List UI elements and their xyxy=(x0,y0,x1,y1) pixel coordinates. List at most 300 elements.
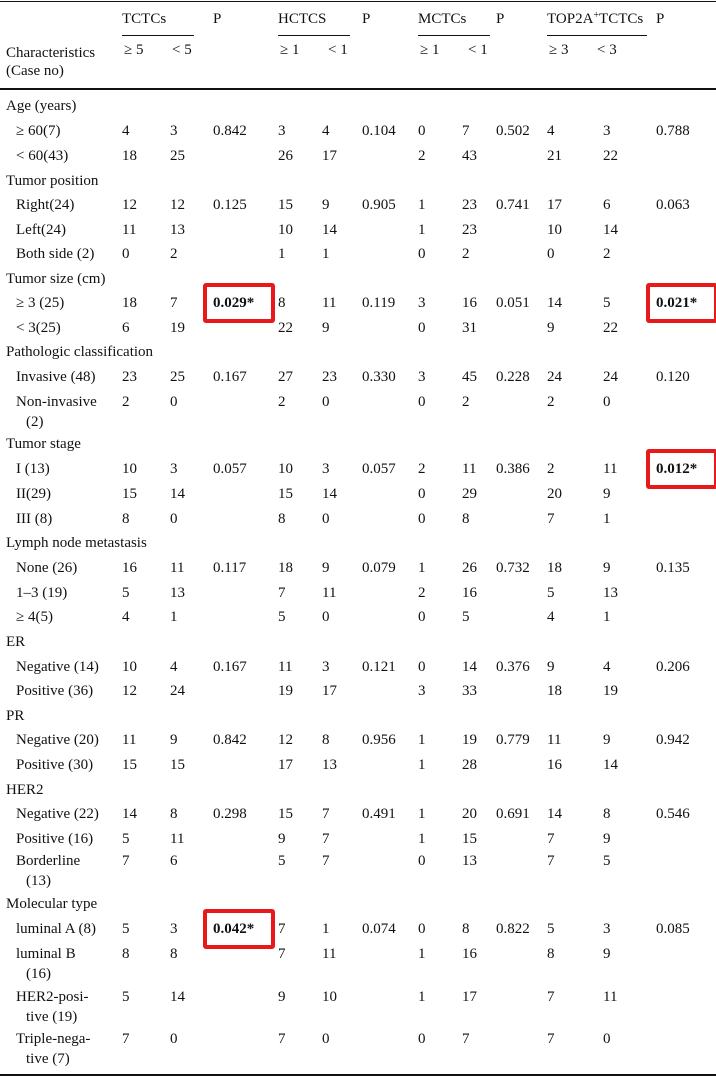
row-label: Right(24) xyxy=(16,197,75,213)
cell-value: 19 xyxy=(170,320,185,336)
cell-value: 4 xyxy=(170,659,178,675)
cell-value: 15 xyxy=(122,486,137,502)
cell-value: 13 xyxy=(170,222,185,238)
cell-value: 0.732 xyxy=(496,560,530,576)
cell-value: 3 xyxy=(170,461,178,477)
cell-value: 45 xyxy=(462,369,477,385)
cell-value: 0.691 xyxy=(496,806,530,822)
cell-value: 11 xyxy=(278,659,293,675)
cell-value: 14 xyxy=(547,295,562,311)
cell-value: 9 xyxy=(547,320,555,336)
cell-value: 16 xyxy=(122,560,137,576)
cell-value: 43 xyxy=(462,148,477,164)
row-label: luminal B xyxy=(16,946,76,962)
cell-value: 15 xyxy=(462,831,477,847)
cell-value: 24 xyxy=(547,369,562,385)
cell-value: 28 xyxy=(462,757,477,773)
cell-value: 27 xyxy=(278,369,293,385)
cell-value: 16 xyxy=(462,585,477,601)
header-group-name: HCTCS xyxy=(278,11,327,27)
cell-value: 2 xyxy=(418,148,426,164)
cell-value: 0.063 xyxy=(656,197,690,213)
row-label: (13) xyxy=(26,873,51,889)
cell-value: 13 xyxy=(322,757,337,773)
row-label: Left(24) xyxy=(16,222,66,238)
row-label: ≥ 3 (25) xyxy=(16,295,65,311)
cell-value: 18 xyxy=(547,560,562,576)
cell-value: 1 xyxy=(418,732,426,748)
cell-value: 4 xyxy=(547,609,555,625)
row-label: luminal A (8) xyxy=(16,921,96,937)
cell-value: 7 xyxy=(278,585,286,601)
cell-value: 0.502 xyxy=(496,123,530,139)
cell-value: 22 xyxy=(278,320,293,336)
cell-value: 9 xyxy=(278,989,286,1005)
cell-value: 0 xyxy=(418,394,426,410)
cell-value: 23 xyxy=(462,222,477,238)
cell-value: 0.120 xyxy=(656,369,690,385)
section-label: Pathologic classification xyxy=(6,344,154,360)
cell-value: 7 xyxy=(170,295,178,311)
cell-value: 0.135 xyxy=(656,560,690,576)
cell-value: 10 xyxy=(122,659,137,675)
cell-value: 0.085 xyxy=(656,921,690,937)
header-bottom-rule xyxy=(0,88,716,90)
cell-value: 20 xyxy=(547,486,562,502)
row-label: Positive (16) xyxy=(16,831,94,847)
cell-value: 1 xyxy=(322,921,330,937)
header-group-name: TOP2A+TCTCs xyxy=(547,10,644,27)
cell-value: 0 xyxy=(322,394,330,410)
p-value-significant: 0.029* xyxy=(213,295,255,311)
row-label: Negative (22) xyxy=(16,806,99,822)
row-label: Borderline xyxy=(16,853,81,869)
cell-value: 7 xyxy=(547,853,555,869)
cell-value: 4 xyxy=(322,123,330,139)
cell-value: 25 xyxy=(170,148,185,164)
cell-value: 8 xyxy=(122,511,130,527)
cell-value: 0.051 xyxy=(496,295,530,311)
cell-value: 0 xyxy=(170,511,178,527)
cell-value: 0 xyxy=(418,123,426,139)
cell-value: 0.074 xyxy=(362,921,396,937)
cell-value: 1 xyxy=(278,246,286,262)
cell-value: 14 xyxy=(603,757,618,773)
cell-value: 33 xyxy=(462,683,477,699)
cell-value: 8 xyxy=(462,921,470,937)
cell-value: 2 xyxy=(122,394,130,410)
cell-value: 11 xyxy=(322,946,337,962)
cell-value: 15 xyxy=(170,757,185,773)
cell-value: 22 xyxy=(603,148,618,164)
section-label: Tumor stage xyxy=(6,436,81,452)
cell-value: 4 xyxy=(122,609,130,625)
section-label: HER2 xyxy=(6,782,44,798)
cell-value: 9 xyxy=(322,197,330,213)
row-label: < 60(43) xyxy=(16,148,69,164)
row-label: Triple-nega- xyxy=(16,1031,91,1047)
cell-value: 2 xyxy=(547,394,555,410)
cell-value: 9 xyxy=(322,560,330,576)
cell-value: 18 xyxy=(278,560,293,576)
header-sub: ≥ 1 xyxy=(280,42,300,58)
cell-value: 7 xyxy=(278,921,286,937)
header-p: P xyxy=(362,11,371,27)
cell-value: 3 xyxy=(603,921,611,937)
cell-value: 7 xyxy=(322,806,330,822)
highlight-box xyxy=(646,283,716,323)
cell-value: 12 xyxy=(170,197,185,213)
cell-value: 0.298 xyxy=(213,806,247,822)
cell-value: 6 xyxy=(122,320,130,336)
cell-value: 1 xyxy=(418,989,426,1005)
cell-value: 15 xyxy=(278,806,293,822)
cell-value: 0 xyxy=(547,246,555,262)
cell-value: 3 xyxy=(418,369,426,385)
cell-value: 13 xyxy=(603,585,618,601)
row-label: III (8) xyxy=(16,511,53,527)
cell-value: 0.330 xyxy=(362,369,396,385)
header-group-name: TCTCs xyxy=(122,11,167,27)
cell-value: 0.206 xyxy=(656,659,690,675)
cell-value: 0 xyxy=(418,853,426,869)
cell-value: 6 xyxy=(603,197,611,213)
cell-value: 15 xyxy=(122,757,137,773)
cell-value: 24 xyxy=(603,369,618,385)
cell-value: 0.119 xyxy=(362,295,396,311)
header-sub: ≥ 3 xyxy=(549,42,569,58)
cell-value: 26 xyxy=(278,148,293,164)
cell-value: 0.491 xyxy=(362,806,396,822)
header-group-underline xyxy=(278,35,350,36)
cell-value: 0.167 xyxy=(213,369,247,385)
cell-value: 0.842 xyxy=(213,732,247,748)
row-label: ≥ 60(7) xyxy=(16,123,61,139)
cell-value: 2 xyxy=(462,394,470,410)
cell-value: 10 xyxy=(547,222,562,238)
cell-value: 8 xyxy=(278,511,286,527)
row-label: II(29) xyxy=(16,486,51,502)
cell-value: 11 xyxy=(122,222,137,238)
cell-value: 8 xyxy=(547,946,555,962)
cell-value: 9 xyxy=(603,946,611,962)
cell-value: 3 xyxy=(418,683,426,699)
cell-value: 24 xyxy=(170,683,185,699)
cell-value: 12 xyxy=(122,683,137,699)
row-label: ≥ 4(5) xyxy=(16,609,53,625)
cell-value: 19 xyxy=(278,683,293,699)
highlight-box xyxy=(646,449,716,489)
row-label: Positive (36) xyxy=(16,683,94,699)
p-value-significant: 0.021* xyxy=(656,295,698,311)
cell-value: 23 xyxy=(122,369,137,385)
cell-value: 0.741 xyxy=(496,197,530,213)
cell-value: 2 xyxy=(603,246,611,262)
cell-value: 5 xyxy=(462,609,470,625)
cell-value: 20 xyxy=(462,806,477,822)
cell-value: 0.779 xyxy=(496,732,530,748)
cell-value: 5 xyxy=(547,921,555,937)
cell-value: 8 xyxy=(170,806,178,822)
cell-value: 11 xyxy=(547,732,562,748)
cell-value: 0 xyxy=(418,246,426,262)
cell-value: 7 xyxy=(547,831,555,847)
cell-value: 1 xyxy=(418,806,426,822)
cell-value: 7 xyxy=(462,123,470,139)
cell-value: 2 xyxy=(170,246,178,262)
cell-value: 14 xyxy=(603,222,618,238)
header-sub: ≥ 1 xyxy=(420,42,440,58)
cell-value: 0 xyxy=(418,511,426,527)
cell-value: 0.376 xyxy=(496,659,530,675)
p-value-significant: 0.012* xyxy=(656,461,698,477)
cell-value: 0 xyxy=(170,394,178,410)
cell-value: 0 xyxy=(322,511,330,527)
cell-value: 5 xyxy=(603,853,611,869)
cell-value: 8 xyxy=(603,806,611,822)
cell-value: 0 xyxy=(170,1031,178,1047)
cell-value: 2 xyxy=(547,461,555,477)
cell-value: 0 xyxy=(418,609,426,625)
cell-value: 9 xyxy=(278,831,286,847)
cell-value: 7 xyxy=(278,1031,286,1047)
header-sub: ≥ 5 xyxy=(124,42,144,58)
cell-value: 8 xyxy=(278,295,286,311)
cell-value: 1 xyxy=(418,831,426,847)
cell-value: 2 xyxy=(462,246,470,262)
cell-value: 0.079 xyxy=(362,560,396,576)
cell-value: 5 xyxy=(122,831,130,847)
cell-value: 0 xyxy=(418,320,426,336)
cell-value: 14 xyxy=(122,806,137,822)
cell-value: 14 xyxy=(547,806,562,822)
cell-value: 21 xyxy=(547,148,562,164)
highlight-box xyxy=(203,283,275,323)
cell-value: 17 xyxy=(322,148,337,164)
cell-value: 14 xyxy=(322,486,337,502)
header-sub: < 3 xyxy=(597,42,617,58)
cell-value: 0 xyxy=(418,486,426,502)
cell-value: 2 xyxy=(418,461,426,477)
cell-value: 16 xyxy=(547,757,562,773)
cell-value: 7 xyxy=(547,511,555,527)
cell-value: 14 xyxy=(462,659,477,675)
section-label: Tumor position xyxy=(6,173,99,189)
row-label: 1–3 (19) xyxy=(16,585,68,601)
cell-value: 8 xyxy=(462,511,470,527)
cell-value: 17 xyxy=(547,197,562,213)
cell-value: 3 xyxy=(418,295,426,311)
cell-value: 18 xyxy=(547,683,562,699)
cell-value: 5 xyxy=(278,853,286,869)
cell-value: 0 xyxy=(418,659,426,675)
cell-value: 10 xyxy=(278,461,293,477)
header-group-underline xyxy=(122,35,194,36)
cell-value: 0 xyxy=(122,246,130,262)
cell-value: 5 xyxy=(122,585,130,601)
cell-value: 9 xyxy=(603,831,611,847)
row-label: Negative (20) xyxy=(16,732,99,748)
top-rule xyxy=(0,1,716,2)
cell-value: 1 xyxy=(603,511,611,527)
cell-value: 10 xyxy=(122,461,137,477)
cell-value: 16 xyxy=(462,295,477,311)
cell-value: 0.546 xyxy=(656,806,690,822)
cell-value: 7 xyxy=(547,1031,555,1047)
section-label: Molecular type xyxy=(6,896,98,912)
cell-value: 0.386 xyxy=(496,461,530,477)
header-case-no: (Case no) xyxy=(6,63,64,79)
cell-value: 23 xyxy=(462,197,477,213)
cell-value: 10 xyxy=(322,989,337,1005)
cell-value: 9 xyxy=(603,732,611,748)
cell-value: 14 xyxy=(170,989,185,1005)
cell-value: 29 xyxy=(462,486,477,502)
cell-value: 9 xyxy=(603,486,611,502)
header-group-underline xyxy=(418,35,490,36)
cell-value: 18 xyxy=(122,148,137,164)
cell-value: 5 xyxy=(122,989,130,1005)
cell-value: 18 xyxy=(122,295,137,311)
bottom-rule xyxy=(0,1074,716,1076)
cell-value: 9 xyxy=(170,732,178,748)
cell-value: 26 xyxy=(462,560,477,576)
header-sub: < 1 xyxy=(468,42,488,58)
cell-value: 15 xyxy=(278,197,293,213)
row-label: tive (19) xyxy=(26,1009,78,1025)
cell-value: 5 xyxy=(278,609,286,625)
cell-value: 7 xyxy=(122,1031,130,1047)
cell-value: 0.117 xyxy=(213,560,247,576)
cell-value: 0.125 xyxy=(213,197,247,213)
cell-value: 7 xyxy=(462,1031,470,1047)
cell-value: 11 xyxy=(122,732,137,748)
cell-value: 31 xyxy=(462,320,477,336)
cell-value: 11 xyxy=(322,295,337,311)
p-value-significant: 0.042* xyxy=(213,921,255,937)
cell-value: 9 xyxy=(603,560,611,576)
cell-value: 0 xyxy=(418,921,426,937)
cell-value: 25 xyxy=(170,369,185,385)
cell-value: 11 xyxy=(603,989,618,1005)
cell-value: 7 xyxy=(278,946,286,962)
row-label: tive (7) xyxy=(26,1051,70,1067)
header-group-underline xyxy=(547,35,647,36)
section-label: Age (years) xyxy=(6,98,77,114)
cell-value: 4 xyxy=(547,123,555,139)
cell-value: 12 xyxy=(278,732,293,748)
cell-value: 6 xyxy=(170,853,178,869)
cell-value: 7 xyxy=(322,831,330,847)
cell-value: 7 xyxy=(122,853,130,869)
header-sub: < 1 xyxy=(328,42,348,58)
cell-value: 13 xyxy=(170,585,185,601)
row-label: Invasive (48) xyxy=(16,369,96,385)
cell-value: 9 xyxy=(322,320,330,336)
section-label: PR xyxy=(6,708,25,724)
cell-value: 1 xyxy=(418,560,426,576)
header-group-name: MCTCs xyxy=(418,11,467,27)
cell-value: 0 xyxy=(322,609,330,625)
cell-value: 0 xyxy=(322,1031,330,1047)
cell-value: 10 xyxy=(278,222,293,238)
cell-value: 2 xyxy=(418,585,426,601)
row-label: Non-invasive xyxy=(16,394,97,410)
cell-value: 0.788 xyxy=(656,123,690,139)
cell-value: 14 xyxy=(170,486,185,502)
row-label: I (13) xyxy=(16,461,50,477)
cell-value: 3 xyxy=(170,123,178,139)
cell-value: 11 xyxy=(170,831,185,847)
header-p: P xyxy=(656,11,665,27)
cell-value: 11 xyxy=(603,461,618,477)
row-label: None (26) xyxy=(16,560,78,576)
cell-value: 0.842 xyxy=(213,123,247,139)
header-characteristics: Characteristics xyxy=(6,45,96,61)
cell-value: 14 xyxy=(322,222,337,238)
cell-value: 0.057 xyxy=(213,461,247,477)
row-label: (16) xyxy=(26,966,51,982)
section-label: Lymph node metastasis xyxy=(6,535,147,551)
cell-value: 0.956 xyxy=(362,732,396,748)
cell-value: 4 xyxy=(603,659,611,675)
cell-value: 0.167 xyxy=(213,659,247,675)
row-label: Positive (30) xyxy=(16,757,94,773)
cell-value: 23 xyxy=(322,369,337,385)
cell-value: 3 xyxy=(322,659,330,675)
cell-value: 0.104 xyxy=(362,123,396,139)
cell-value: 8 xyxy=(122,946,130,962)
cell-value: 17 xyxy=(278,757,293,773)
row-label: < 3(25) xyxy=(16,320,61,336)
cell-value: 1 xyxy=(418,757,426,773)
cell-value: 0.942 xyxy=(656,732,690,748)
cell-value: 5 xyxy=(122,921,130,937)
cell-value: 1 xyxy=(170,609,178,625)
cell-value: 7 xyxy=(322,853,330,869)
cell-value: 1 xyxy=(418,222,426,238)
cell-value: 3 xyxy=(170,921,178,937)
cell-value: 12 xyxy=(122,197,137,213)
cell-value: 1 xyxy=(603,609,611,625)
cell-value: 11 xyxy=(170,560,185,576)
cell-value: 1 xyxy=(418,197,426,213)
cell-value: 19 xyxy=(603,683,618,699)
cell-value: 8 xyxy=(322,732,330,748)
cell-value: 9 xyxy=(547,659,555,675)
cell-value: 4 xyxy=(122,123,130,139)
cell-value: 0.121 xyxy=(362,659,396,675)
highlight-box xyxy=(203,909,275,949)
header-sub: < 5 xyxy=(172,42,192,58)
row-label: HER2-posi- xyxy=(16,989,89,1005)
cell-value: 0.822 xyxy=(496,921,530,937)
cell-value: 5 xyxy=(603,295,611,311)
row-label: Both side (2) xyxy=(16,246,95,262)
row-label: Negative (14) xyxy=(16,659,99,675)
cell-value: 17 xyxy=(462,989,477,1005)
cell-value: 0.905 xyxy=(362,197,396,213)
cell-value: 15 xyxy=(278,486,293,502)
cell-value: 2 xyxy=(278,394,286,410)
section-label: ER xyxy=(6,634,26,650)
header-p: P xyxy=(213,11,222,27)
cell-value: 3 xyxy=(322,461,330,477)
cell-value: 5 xyxy=(547,585,555,601)
cell-value: 0 xyxy=(418,1031,426,1047)
cell-value: 16 xyxy=(462,946,477,962)
cell-value: 0 xyxy=(603,1031,611,1047)
